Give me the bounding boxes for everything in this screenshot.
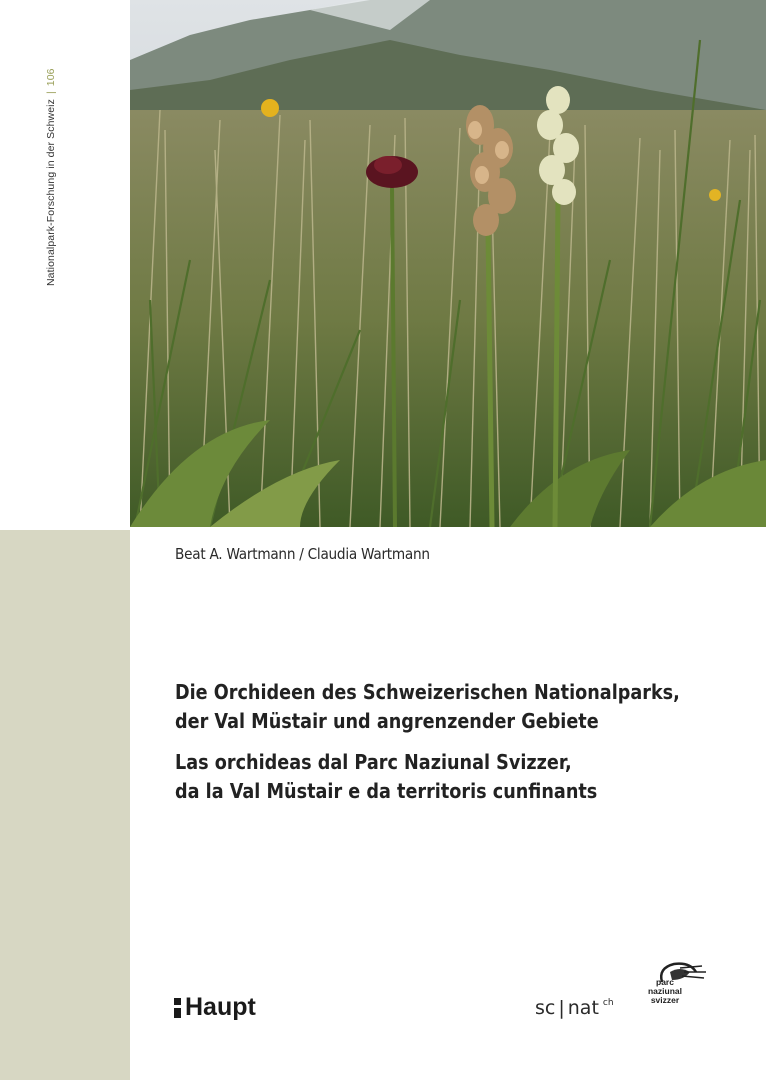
title-romansh-line-1: Las orchideas dal Parc Naziunal Svizzer, — [175, 750, 572, 774]
park-logo-text — [640, 978, 690, 1005]
title-german-line-2: der Val Müstair und angrenzender Gebiete — [175, 709, 599, 733]
series-separator: | — [45, 91, 57, 95]
title-gap — [175, 736, 755, 748]
author-names: Beat A. Wartmann / Claudia Wartmann — [175, 545, 430, 563]
park-logo-line-2: naziunal — [647, 986, 682, 996]
title-romansh-line-2: da la Val Müstair e da territoris cunfinants — [175, 779, 598, 803]
park-logo — [640, 958, 720, 1028]
publisher-mark-icon — [174, 998, 181, 1018]
park-logo-line-1: parc — [656, 977, 674, 987]
series-name: Nationalpark-Forschung in der Schweiz — [45, 99, 57, 286]
spine-top — [0, 0, 130, 530]
series-number: 106 — [45, 68, 57, 87]
scnat-sc: sc — [535, 997, 556, 1019]
series-label — [45, 68, 57, 286]
scnat-divider: | — [558, 997, 565, 1019]
book-titles — [175, 678, 755, 806]
spine-color-band — [0, 530, 130, 1080]
cover-photo-orchid-meadow — [130, 0, 766, 527]
publisher-logo — [174, 993, 256, 1022]
meadow-illustration — [130, 0, 766, 527]
publisher-name: Haupt — [185, 993, 256, 1021]
title-german-line-1: Die Orchideen des Schweizerischen Nationalparks, — [175, 680, 680, 704]
scnat-nat: nat — [567, 997, 599, 1019]
park-logo-line-3: svizzer — [650, 995, 680, 1005]
scnat-logo — [535, 997, 614, 1019]
scnat-superscript: ch — [602, 998, 614, 1008]
